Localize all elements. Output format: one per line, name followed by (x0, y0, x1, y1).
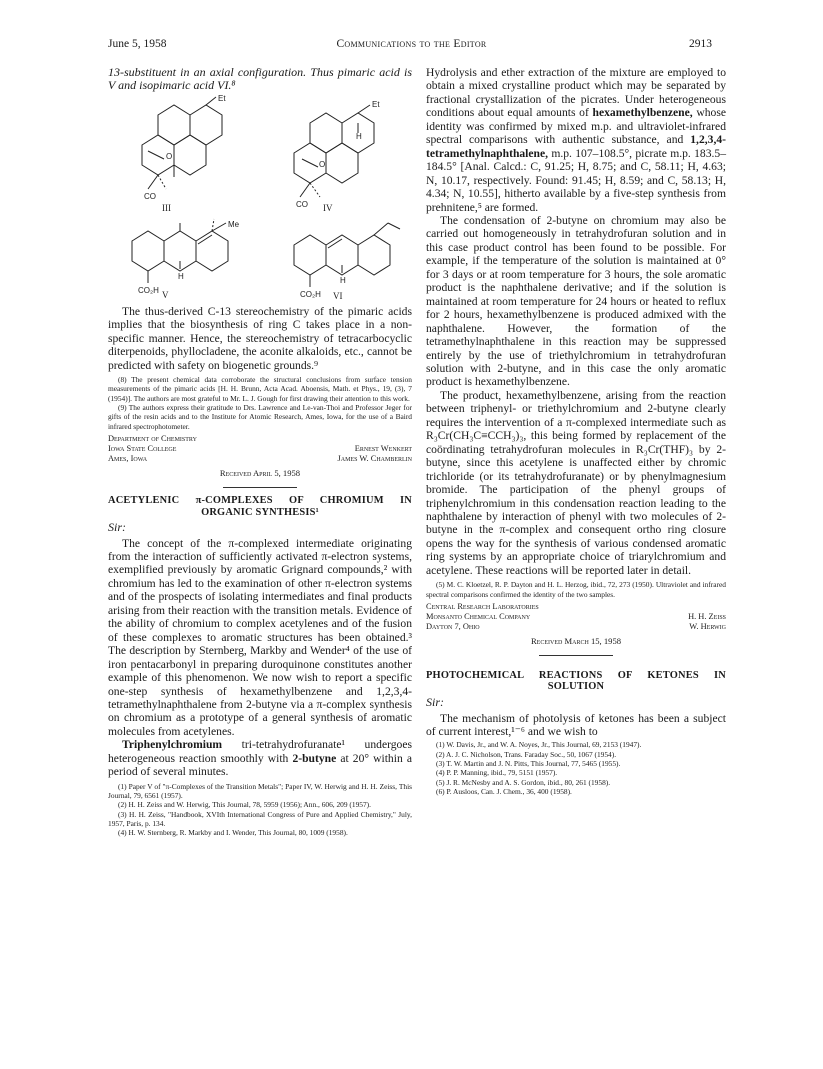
footnote-5: (5) M. C. Kloetzel, R. P. Dayton and H. L. Herzog, ibid., 72, 273 (1950). Ultraviolet and infrared spectral comparisons confirmed the identity of the two samples. (426, 580, 726, 599)
footnotes-photochemical (426, 740, 726, 796)
running-header (0, 38, 823, 54)
footnote-1: (1) Paper V of "π-Complexes of the Transition Metals"; Paper IV, W. Herwig and H. H. Zeiss, This Journal, 79, 6561 (1957). (108, 781, 412, 801)
affiliation-block-2 (426, 602, 726, 633)
author-wenkert: Ernest Wenkert (354, 444, 412, 454)
substituent-label: H (340, 275, 346, 285)
paragraph-c13-stereochemistry: The thus-derived C-13 stereochemistry of the pimaric acids implies that the biosynthesis of ring C takes place in a non-specific manner. Hence, the stereochemistry of tetracarbocyclic diterpenoids, phyllocladene, the aconite alkaloids, etc., cannot be predicted with safety on biogenetic grounds.⁹ (108, 304, 412, 372)
paragraph-mechanism: The mechanism of photolysis of ketones has been a subject of current interest,¹⁻⁶ and we wish to (426, 711, 726, 738)
footnote-8: (8) The present chemical data corroborate the structural conclusions from surface tension measurements of the pimaric acids [H. H. Brunn, Acta Acad. Aboensis, Math. et Phys., 19, (3), 7 (1954)]. The authors are most grateful to Mr. L. J. Gough for first drawing their attention to this work. (108, 375, 412, 403)
intro-line: 13-substituent in an axial configuration. Thus pimaric acid is V and isopimaric acid VI.⁸ (108, 65, 412, 93)
diterpene-structures-svg (108, 93, 412, 302)
footnotes-acetylenic (108, 782, 412, 838)
footnotes-pimaric (108, 375, 412, 431)
article-title-photochemical: PHOTOCHEMICAL REACTIONS OF KETONES IN SOLUTION (426, 669, 726, 693)
received-date-1: Received April 5, 1958 (219, 468, 301, 479)
footnote-9: (9) The authors express their gratitude to Drs. Lawrence and Le-van-Thoi and Professor Jeger for gifts of the resin acids and to the Institute for Atomic Research, Ames, Iowa, for the use of a Baird infrared spectrophotometer. (108, 402, 412, 431)
author-zeiss: H. H. Zeiss (688, 612, 726, 622)
bold-term-triphenylchromium: Triphenylchromium (122, 738, 223, 752)
affiliation-city: Ames, Iowa (108, 454, 148, 464)
footnote-5: (5) J. R. McNesby and A. S. Gordon, ibid., 80, 261 (1958). (436, 777, 611, 787)
affiliation-city: Dayton 7, Ohio (426, 622, 480, 632)
substituent-label: H (178, 271, 184, 281)
footnote-1: (1) W. Davis, Jr., and W. A. Noyes, Jr., This Journal, 69, 2153 (1947). (436, 740, 642, 750)
text-fragment: at 20° within a period of several minutes. (108, 751, 412, 779)
salutation-sir: Sir: (426, 695, 444, 710)
structure-label-iv: IV (323, 202, 333, 213)
footnote-3: (3) H. H. Zeiss, "Handbook, XVIth International Congress of Pure and Applied Chemistry," July, 1957, Paris, p. 134. (108, 809, 412, 828)
structure-label-iii: III (162, 202, 171, 213)
right-column (426, 66, 726, 796)
substituent-label: CO (144, 191, 156, 201)
substituent-label: CO₂H (138, 285, 159, 295)
affiliation-lab: Central Research Laboratories (426, 601, 539, 611)
paragraph-concept: The concept of the π-complexed intermediate originating from the interaction of sufficiently activated π-electron systems, exemplified previously by aromatic Grignard compounds,² with chromium has led to the examination of other π-electron systems and of the prospects of isolating intermediates and final products arising from their reaction with the transition metals. Evidence of the ability of chromium to complex acetylenes and of the fusion of these complexes to aromatic structures has been obtained.³ The description by Sternberg, Markby and Wender⁴ of the use of iron pentacarbonyl in preparing duroquinone constitutes another example of this phenomenon. We now wish to report a specific one-step synthesis of hexamethylbenzene and 1,2,3,4-tetramethylnaphthalene from 2-butyne via a π-complex synthesis on chromium as a prototype of a general synthesis of aromatic molecules from acetylenes. (108, 536, 412, 738)
substituent-label: CO₂H (300, 289, 321, 299)
substituent-label: Me (228, 219, 240, 229)
received-date-2: Received March 15, 1958 (530, 636, 622, 647)
structure-iv-drawing (294, 105, 374, 197)
footnote-4: (4) P. P. Manning, ibid., 79, 5151 (1957). (436, 768, 558, 778)
structure-vi-drawing (294, 223, 400, 287)
left-column (108, 66, 412, 838)
affiliation-college: Iowa State College (108, 444, 177, 454)
header-section: Communications to the Editor (336, 38, 487, 50)
affiliation-block-1 (108, 434, 412, 465)
footnote-2: (2) H. H. Zeiss and W. Herwig, This Journal, 78, 5959 (1956); Ann., 606, 209 (1957). (118, 800, 371, 810)
footnote-6: (6) P. Ausloos, Can. J. Chem., 36, 400 (1958). (436, 786, 572, 796)
paragraph-hydrolysis (426, 66, 726, 214)
substituent-label: Et (372, 99, 380, 109)
bold-term-tetramethylnaphthalene: 1,2,3,4-tetramethylnaphthalene, (426, 133, 726, 160)
paragraph-product: The product, hexamethylbenzene, arising from the reaction between triphenyl- or triethylchromium and 2-butyne clearly requires the intervention of a π-complexed intermediate such as R₃Cr(CH₃C≡CCH₃)₃, this being formed by replacement of the coördinating tetrahydrofuran molecules in R₃Cr(THF)₃ by 2-butyne, since this acetylene is unaffected either by chromic trichloride (or its tetrahydrofuranate) or by phenylmagnesium bromide. The participation of the phenyl groups of triphenylchromium in this condensation reaction leading to the naphthalene by interaction of phenyl with two molecules of 2-butyne in the π-complex and consequent ortho ring closure opens the way for the synthesis of various condensed aromatic ring systems by an appropriate choice of triarylchromium and acetylene. These reactions will be reported later in detail. (426, 388, 726, 577)
affiliation-department: Department of Chemistry (108, 433, 197, 443)
text-fragment: whose identity was confirmed by mixed m.p. and ultraviolet-infrared spectral comparisons with authentic substance, and (426, 106, 726, 147)
structure-label-vi: VI (333, 290, 343, 301)
bold-term-2-butyne: 2-butyne (292, 751, 337, 765)
footnote-4: (4) H. W. Sternberg, R. Markby and I. Wender, This Journal, 80, 1009 (1958). (118, 828, 348, 838)
paragraph-condensation: The condensation of 2-butyne on chromium may also be carried out homogeneously in tetrahydrofuran solution and in this case product control has been found to be possible. For example, if the temperature of the solution is maintained at 0° for 3 days or at room temperature for 3 hours, the sole aromatic product is the naphthalene derivative; and if the solution is maintained at room temperature for 24 hours or heated to reflux for 2 hours, hexamethylbenzene is produced admixed with the naphthalene. However, the formation of the tetramethylnaphthalene in this reaction may be suppressed entirely by the use of triethylchromium in tetrahydrofuran solution with 2-butyne, and in this case the only aromatic product is hexamethylbenzene. (426, 213, 726, 389)
section-divider (539, 655, 613, 656)
text-fragment: m.p. 107–108.5°, picrate m.p. 183.5–184.5° [Anal. Calcd.: C, 91.25; H, 8.75; and C, 58.11; H, 4.63; N, 10.17, respectively. Found: 91.45; H, 8.59; and C, 58.13; H, 4.34; N, 10.55], hitherto available by a five-step synthesis from prehnitene,⁵ are formed. (426, 146, 726, 214)
affiliation-company: Monsanto Chemical Company (426, 612, 531, 622)
footnote-2: (2) A. J. C. Nicholson, Trans. Faraday Soc., 50, 1067 (1954). (436, 749, 617, 759)
substituent-label: O (166, 151, 173, 161)
section-divider (223, 487, 297, 488)
author-chamberlin: James W. Chamberlin (337, 454, 412, 464)
author-herwig: W. Herwig (689, 622, 726, 632)
salutation-sir: Sir: (108, 520, 126, 535)
substituent-label: CO (296, 199, 308, 209)
article-title-acetylenic: ACETYLENIC π-COMPLEXES OF CHROMIUM IN ORGANIC SYNTHESIS¹ (108, 494, 412, 518)
text-fragment: Hydrolysis and ether extraction of the mixture are employed to obtain a mixed crystalline product which may be separated by fractional crystallization of the picrates. Under heterogeneous conditions about equal amounts of (426, 66, 726, 120)
chemical-structures-figure (108, 93, 412, 302)
page-number: 2913 (689, 38, 712, 50)
substituent-label: O (319, 159, 326, 169)
text-fragment: tri-tetrahydrofuranate¹ undergoes heterogeneous reaction smoothly with (108, 738, 412, 765)
structure-label-v: V (162, 289, 169, 300)
footnote-3: (3) T. W. Martin and J. N. Pitts, This Journal, 77, 5465 (1955). (436, 759, 621, 769)
bold-term-hexamethylbenzene: hexamethylbenzene, (592, 106, 693, 120)
substituent-label: Et (218, 93, 226, 103)
header-date: June 5, 1958 (108, 38, 167, 50)
substituent-label: H (356, 131, 362, 141)
structure-iii-drawing (142, 97, 222, 189)
paragraph-triphenylchromium (108, 738, 412, 778)
